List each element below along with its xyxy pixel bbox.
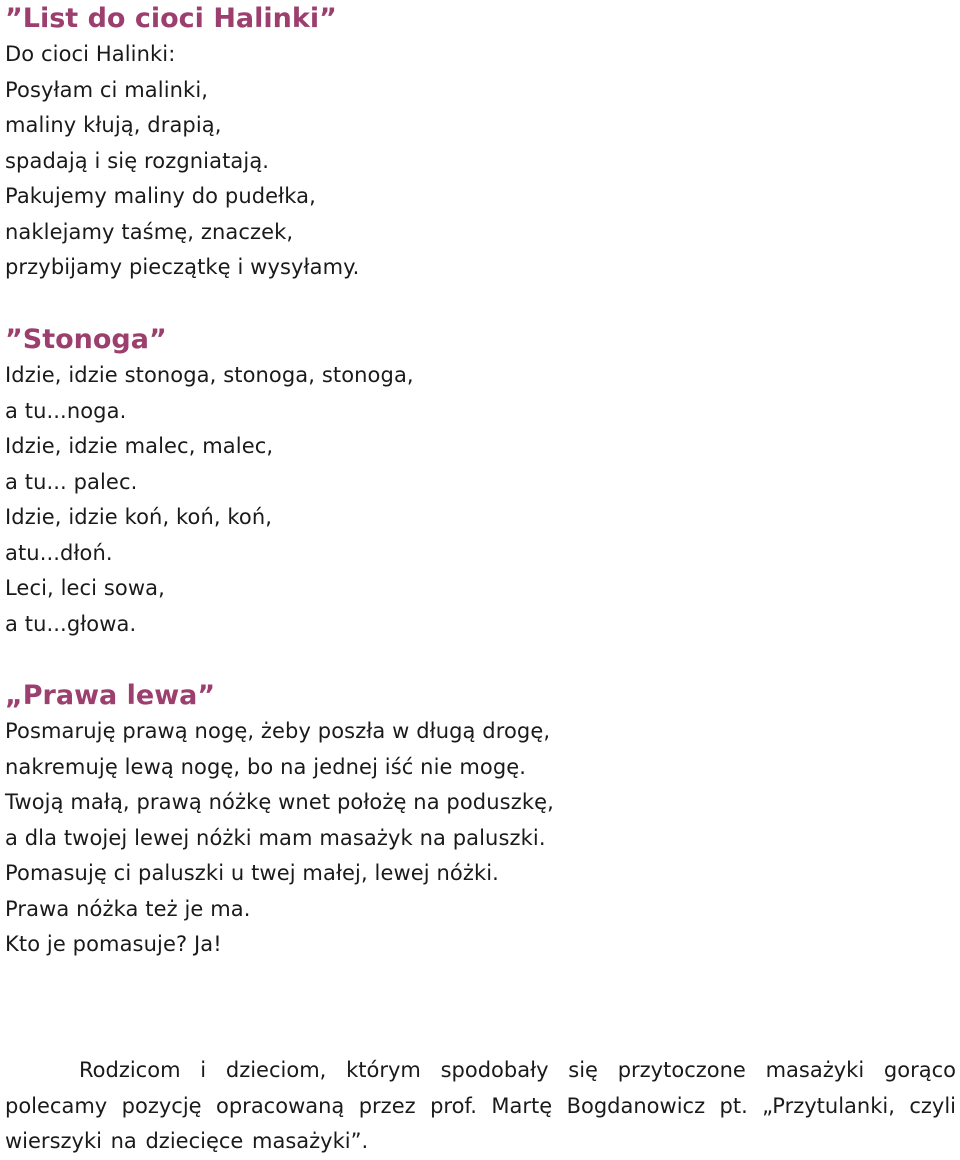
poem-line: Posmaruję prawą nogę, żeby poszła w długą drogę, xyxy=(5,719,551,743)
poem-line: naklejamy taśmę, znaczek, xyxy=(5,219,294,244)
poem-line: Pomasuję ci paluszki u twej małej, lewej nóżki. xyxy=(5,861,499,885)
poem-title: „Prawa lewa” xyxy=(5,680,216,711)
poem-line: a tu... palec. xyxy=(5,469,138,494)
poem-line: atu...dłoń. xyxy=(5,540,113,565)
poem-line: a tu...noga. xyxy=(5,398,127,423)
poem-line: Pakujemy maliny do pudełka, xyxy=(5,184,316,208)
poem-line: Leci, leci sowa, xyxy=(5,576,165,600)
poem-line: Idzie, idzie stonoga, stonoga, stonoga, xyxy=(5,363,414,387)
poem-line: spadają i się rozgniatają. xyxy=(5,148,270,173)
poem-title: ”List do cioci Halinki” xyxy=(5,3,337,34)
poem-line: Idzie, idzie malec, malec, xyxy=(5,434,274,458)
poem-line: a dla twojej lewej nóżki mam masażyk na paluszki. xyxy=(5,825,546,850)
poem-line: a tu...głowa. xyxy=(5,611,137,636)
poem-line: Kto je pomasuje? Ja! xyxy=(5,932,222,956)
poem-stonoga xyxy=(5,322,955,642)
poem-prawa-lewa xyxy=(5,678,955,963)
poem-line: nakremuję lewą nogę, bo na jednej iść nie mogę. xyxy=(5,754,527,779)
poem-line: Do cioci Halinki: xyxy=(5,42,176,66)
poem-title: ”Stonoga” xyxy=(5,324,167,355)
closing-paragraph: Rodzicom i dzieciom, którym spodobały się przytoczone masażyki gorąco polecamy pozycję opracowaną przez prof. Martę Bogdanowicz pt. „Przytulanki, czyli wierszyki na dziecięce masażyki”. xyxy=(5,1058,956,1153)
poem-line: Prawa nóżka też je ma. xyxy=(5,896,251,921)
poem-line: Twoją małą, prawą nóżkę wnet położę na poduszkę, xyxy=(5,790,554,814)
poem-line: Idzie, idzie koń, koń, koń, xyxy=(5,505,273,529)
poem-list-do-cioci-halinki xyxy=(5,1,955,286)
poem-line: przybijamy pieczątkę i wysyłamy. xyxy=(5,255,360,279)
poem-line: maliny kłują, drapią, xyxy=(5,113,222,137)
poem-line: Posyłam ci malinki, xyxy=(5,77,209,102)
